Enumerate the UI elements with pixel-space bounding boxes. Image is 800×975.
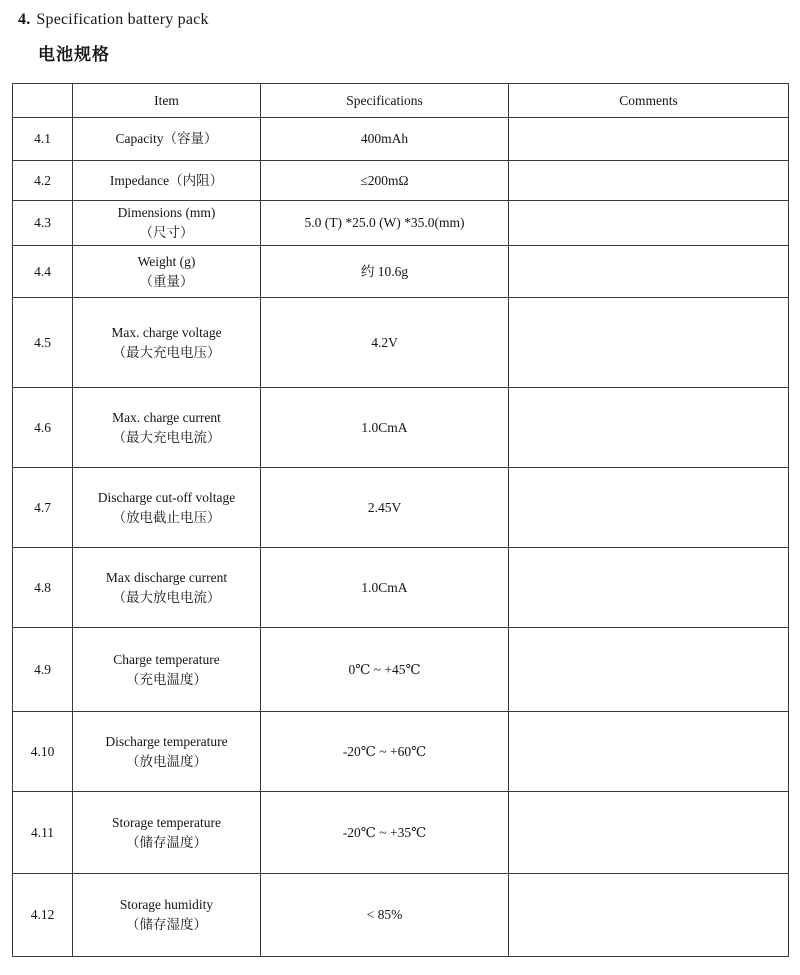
item-label-en: Storage humidity: [119, 897, 214, 913]
spec-cell: 1.0CmA: [261, 388, 509, 468]
table-row: [13, 201, 789, 246]
item-label-cn: （重量）: [139, 273, 194, 289]
item-label-en: Max discharge current: [105, 569, 228, 585]
comment-cell: [509, 628, 789, 712]
item-cell: [73, 246, 261, 298]
comment-cell: [509, 161, 789, 201]
table-row: [13, 712, 789, 792]
table-row: [13, 548, 789, 628]
header-item: Item: [73, 84, 261, 118]
spec-cell: 0℃ ~ +45℃: [261, 628, 509, 712]
table-row: [13, 388, 789, 468]
item-label-cn: （充电温度）: [126, 671, 207, 687]
comment-cell: [509, 388, 789, 468]
row-number: 4.4: [13, 246, 73, 298]
item-cell: [73, 792, 261, 874]
spec-table: [12, 83, 789, 957]
item-label-en: Discharge cut-off voltage: [97, 489, 236, 505]
row-number: 4.2: [13, 161, 73, 201]
spec-cell: 1.0CmA: [261, 548, 509, 628]
item-label-cn: （尺寸）: [139, 225, 194, 240]
item-cell: [73, 874, 261, 957]
spec-cell: 约 10.6g: [261, 246, 509, 298]
section-title: Specification battery pack: [36, 11, 209, 28]
item-cell: [73, 628, 261, 712]
spec-cell: 400mAh: [261, 118, 509, 161]
item-label-en: Max. charge current: [112, 409, 221, 425]
item-cell: [73, 298, 261, 388]
row-number: 4.5: [13, 298, 73, 388]
item-cell: [73, 388, 261, 468]
item-label-en: Capacity（容量）: [115, 131, 218, 147]
comment-cell: [509, 874, 789, 957]
table-row: [13, 298, 789, 388]
comment-cell: [509, 712, 789, 792]
row-number: 4.1: [13, 118, 73, 161]
table-row: [13, 628, 789, 712]
item-cell: [73, 712, 261, 792]
row-number: 4.9: [13, 628, 73, 712]
table-header-row: [13, 84, 789, 118]
table-row: [13, 118, 789, 161]
spec-cell: 5.0 (T) *25.0 (W) *35.0(mm): [261, 201, 509, 246]
row-number: 4.12: [13, 874, 73, 957]
row-number: 4.10: [13, 712, 73, 792]
spec-cell: -20℃ ~ +35℃: [261, 792, 509, 874]
item-label-en: Max. charge voltage: [111, 324, 222, 340]
comment-cell: [509, 792, 789, 874]
header-specifications: Specifications: [261, 84, 509, 118]
spec-cell: < 85%: [261, 874, 509, 957]
comment-cell: [509, 298, 789, 388]
comment-cell: [509, 548, 789, 628]
item-label-cn: （最大充电电压）: [112, 344, 221, 360]
comment-cell: [509, 468, 789, 548]
item-cell: [73, 468, 261, 548]
spec-cell: 4.2V: [261, 298, 509, 388]
comment-cell: [509, 118, 789, 161]
row-number: 4.11: [13, 792, 73, 874]
table-row: [13, 874, 789, 957]
item-label-en: Storage temperature: [111, 814, 222, 830]
header-comments: Comments: [509, 84, 789, 118]
spec-cell: 2.45V: [261, 468, 509, 548]
item-label-cn: （储存湿度）: [126, 917, 207, 932]
item-label-en: Impedance（内阻）: [109, 172, 224, 188]
item-label-en: Weight (g): [137, 253, 196, 269]
item-label-en: Discharge temperature: [105, 733, 228, 749]
table-row: [13, 161, 789, 201]
table-row: [13, 246, 789, 298]
spec-cell: -20℃ ~ +60℃: [261, 712, 509, 792]
row-number: 4.6: [13, 388, 73, 468]
spec-cell: ≤200mΩ: [261, 161, 509, 201]
row-number: 4.8: [13, 548, 73, 628]
item-label-cn: （储存温度）: [126, 834, 207, 850]
item-label-cn: （放电温度）: [126, 753, 207, 769]
item-cell: [73, 161, 261, 201]
item-cell: [73, 201, 261, 246]
header-no: [13, 84, 73, 118]
table-row: [13, 468, 789, 548]
section-number: 4.: [18, 11, 31, 28]
row-number: 4.7: [13, 468, 73, 548]
item-label-cn: （放电截止电压）: [112, 509, 221, 525]
section-heading: [18, 11, 209, 29]
item-label-cn: （最大放电电流）: [112, 589, 221, 605]
item-label-cn: （最大充电电流）: [112, 429, 221, 445]
item-label-en: Charge temperature: [113, 651, 220, 667]
comment-cell: [509, 201, 789, 246]
item-label-en: Dimensions (mm): [117, 205, 216, 221]
section-subtitle-cn: 电池规格: [38, 45, 110, 64]
item-cell: [73, 548, 261, 628]
item-cell: [73, 118, 261, 161]
row-number: 4.3: [13, 201, 73, 246]
table-row: [13, 792, 789, 874]
comment-cell: [509, 246, 789, 298]
